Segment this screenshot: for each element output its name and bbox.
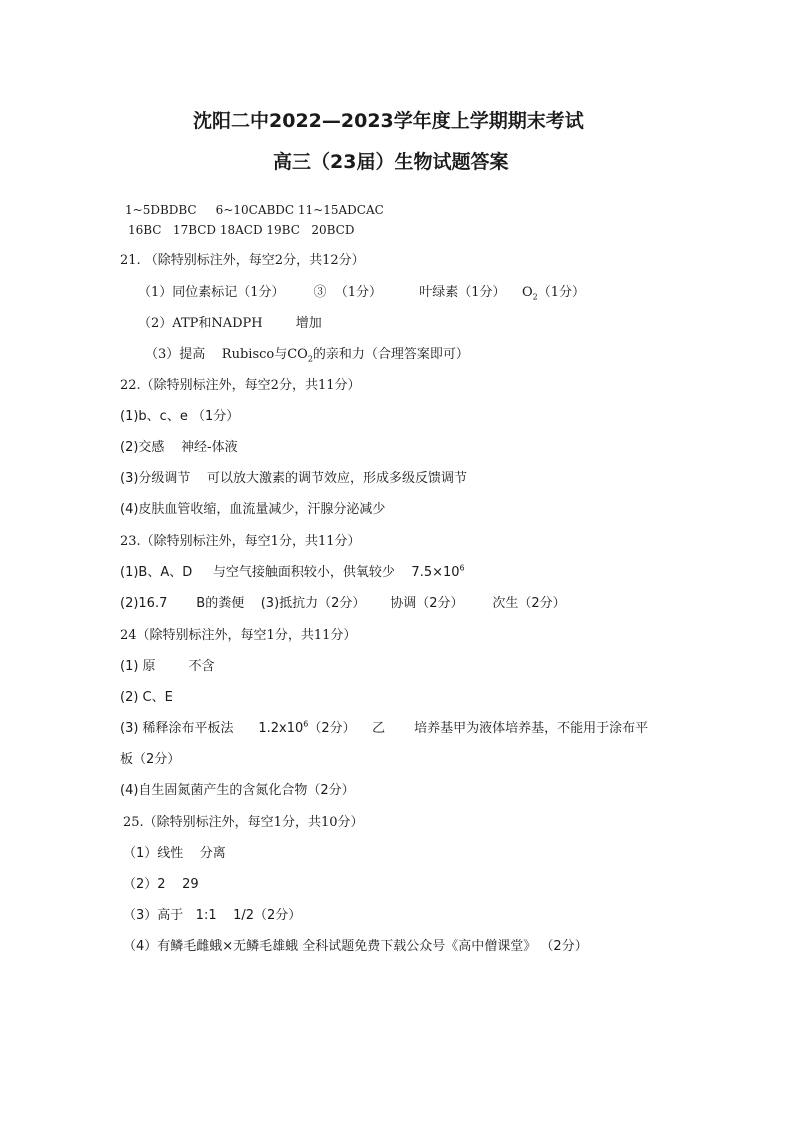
q22-header: 22.（除特别标注外，每空2分，共11分）	[120, 378, 361, 393]
q21-header: 21. （除特别标注外，每空2分，共12分）	[120, 253, 365, 268]
q22-answer-2: (2)交感 神经-体液	[120, 440, 238, 455]
q22-answer-3: (3)分级调节 可以放大激素的调节效应，形成多级反馈调节	[120, 471, 467, 486]
q24-header: 24（除特别标注外，每空1分，共11分）	[120, 628, 357, 643]
q22-answer-4: (4)皮肤血管收缩，血流量减少，汗腺分泌减少	[120, 502, 386, 517]
q25-answer-3: （3）高于 1:1 1/2（2分）	[123, 908, 302, 923]
q21-answer-1: （1）同位素标记（1分） ③ （1分） 叶绿素（1分） $O_2(1$分）	[138, 285, 586, 302]
mc-answers-row-2: 16BC 17BCD 18ACD 19BC 20BCD	[128, 223, 355, 237]
q25-answer-1: （1）线性 分离	[123, 846, 226, 861]
q23-header: 23.（除特别标注外，每空1分，共11分）	[120, 534, 361, 549]
q24-answer-3-cont: 板（2分）	[120, 752, 181, 767]
q21-answer-2: （2）ATP和NADPH 增加	[138, 316, 322, 331]
q21-answer-3: （3）提高 Rubisco与$CO_2$的亲和力（合理答案即可）	[145, 347, 469, 364]
q25-answer-4: （4）有鳞毛雌蛾×无鳞毛雄蛾 全科试题免费下载公众号《高中僧课堂》 （2分）	[123, 939, 588, 954]
q24-answer-2: (2) C、E	[120, 690, 173, 705]
q24-answer-1: (1) 原 不含	[120, 659, 215, 674]
q25-answer-2: （2）2 29	[123, 877, 199, 892]
q23-answer-2: (2)16.7 B的粪便 (3)抵抗力（2分） 协调（2分） 次生（2分）	[120, 596, 566, 611]
q22-answer-1: (1)b、c、e （1分）	[120, 409, 240, 424]
q24-answer-4: (4)自生固氮菌产生的含氮化合物（2分）	[120, 783, 355, 798]
q25-header: 25.（除特别标注外，每空1分，共10分）	[123, 815, 364, 830]
mc-answers-row-1: 1~5DBDBC 6~10CABDC 11~15ADCAC	[125, 203, 384, 217]
page-title: 沈阳二中2022—2023学年度上学期期末考试	[193, 110, 584, 132]
q23-answer-1: (1)B、A、D 与空气接触面积较小，供氧较少 $7.5\times 10^6$	[120, 563, 465, 580]
page-subtitle: 高三（23届）生物试题答案	[273, 151, 509, 173]
q24-answer-3: (3) 稀释涂布平板法 $1.2x10^6(2$分） 乙 培养基甲为液体培养基，不能用于涂布平	[120, 719, 649, 736]
